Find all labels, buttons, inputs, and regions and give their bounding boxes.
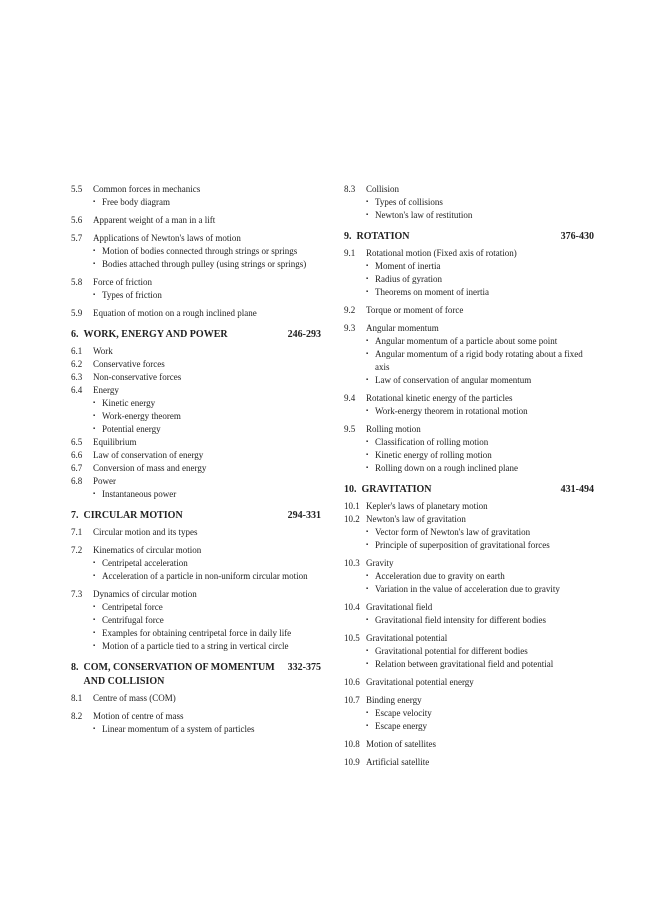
bullet-icon: ▪ [366, 439, 369, 445]
topic-number: 10.9 [344, 757, 360, 767]
subtopic-text: Work-energy theorem in rotational motion [375, 406, 528, 416]
subtopic-list [71, 196, 321, 209]
topic-number: 6.1 [71, 346, 83, 356]
topic-entry[interactable] [344, 513, 594, 526]
subtopic-text: Classification of rolling motion [375, 437, 489, 447]
bullet-icon: ▪ [93, 491, 96, 497]
subtopic-list [344, 260, 594, 299]
subtopic-text: Instantaneous power [102, 489, 177, 499]
bullet-icon: ▪ [366, 408, 369, 414]
topic-entry[interactable] [71, 436, 321, 449]
bullet-icon: ▪ [366, 465, 369, 471]
topic-title: Dynamics of circular motion [93, 589, 197, 599]
topic-title: Circular motion and its types [93, 527, 198, 537]
subtopic-item[interactable] [366, 658, 594, 671]
bullet-icon: ▪ [93, 292, 96, 298]
subtopic-item[interactable] [366, 449, 594, 462]
topic-number: 10.3 [344, 558, 360, 568]
subtopic-item[interactable] [366, 645, 594, 658]
topic-entry[interactable] [344, 247, 594, 260]
chapter-number: 9. [344, 231, 352, 242]
topic-number: 8.2 [71, 711, 83, 721]
topic-title: Artificial satellite [366, 757, 430, 767]
topic-title: Collision [366, 184, 400, 194]
subtopic-list [71, 723, 321, 736]
chapter-heading[interactable] [71, 509, 321, 523]
subtopic-item[interactable] [93, 289, 321, 302]
subtopic-text: Bodies attached through pulley (using strings or springs) [102, 259, 307, 269]
topic-title: Gravitational potential [366, 633, 448, 643]
subtopic-text: Relation between gravitational field and potential [375, 659, 554, 669]
chapter-pages: 332-375 [287, 662, 321, 673]
subtopic-list [344, 526, 594, 552]
topic-entry[interactable] [71, 449, 321, 462]
bullet-icon: ▪ [366, 377, 369, 383]
chapter-heading[interactable] [344, 483, 594, 497]
topic-entry[interactable] [71, 710, 321, 723]
topic-entry[interactable] [71, 276, 321, 289]
subtopic-text: Gravitational field intensity for different bodies [375, 615, 547, 625]
subtopic-text: Angular momentum of a particle about some point [375, 336, 558, 346]
topic-title: Power [93, 476, 116, 486]
subtopic-text: Newton's law of restitution [375, 210, 473, 220]
subtopic-text: Motion of bodies connected through strings or springs [102, 246, 298, 256]
topic-number: 6.7 [71, 463, 83, 473]
bullet-icon: ▪ [366, 529, 369, 535]
topic-number: 6.2 [71, 359, 83, 369]
bullet-icon: ▪ [366, 723, 369, 729]
subtopic-text: Potential energy [102, 424, 161, 434]
topic-number: 9.5 [344, 424, 356, 434]
subtopic-item[interactable] [366, 335, 594, 348]
bullet-icon: ▪ [366, 648, 369, 654]
subtopic-item[interactable] [93, 570, 321, 583]
topic-title: Rotational kinetic energy of the particles [366, 393, 513, 403]
topic-number: 6.6 [71, 450, 83, 460]
subtopic-text: Escape velocity [375, 708, 432, 718]
subtopic-list [71, 245, 321, 271]
topic-number: 7.1 [71, 527, 83, 537]
topic-title: Kinematics of circular motion [93, 545, 202, 555]
chapter-pages: 431-494 [560, 484, 594, 495]
topic-entry[interactable] [344, 738, 594, 751]
subtopic-item[interactable] [366, 405, 594, 418]
subtopic-text: Escape energy [375, 721, 428, 731]
topic-number: 6.8 [71, 476, 83, 486]
topic-number: 9.2 [344, 305, 356, 315]
topic-title: Conversion of mass and energy [93, 463, 207, 473]
subtopic-text: Linear momentum of a system of particles [102, 724, 255, 734]
subtopic-item[interactable] [93, 723, 321, 736]
topic-number: 6.5 [71, 437, 83, 447]
subtopic-item[interactable] [93, 614, 321, 627]
subtopic-text: Examples for obtaining centripetal force in daily life [102, 628, 292, 638]
topic-title: Binding energy [366, 695, 422, 705]
topic-entry[interactable] [344, 632, 594, 645]
topic-title: Apparent weight of a man in a lift [93, 215, 216, 225]
subtopic-item[interactable] [93, 258, 321, 271]
chapter-number: 7. [71, 510, 79, 521]
topic-number: 10.8 [344, 739, 360, 749]
topic-entry[interactable] [344, 183, 594, 196]
subtopic-item[interactable] [93, 627, 321, 640]
subtopic-item[interactable] [93, 601, 321, 614]
subtopic-item[interactable] [366, 273, 594, 286]
topic-number: 8.1 [71, 693, 83, 703]
topic-title: Angular momentum [366, 323, 439, 333]
topic-entry[interactable] [344, 756, 594, 769]
subtopic-text: Free body diagram [102, 197, 170, 207]
bullet-icon: ▪ [366, 710, 369, 716]
subtopic-item[interactable] [366, 720, 594, 733]
topic-number: 6.4 [71, 385, 83, 395]
subtopic-list [344, 570, 594, 596]
topic-entry[interactable] [344, 304, 594, 317]
subtopic-item[interactable] [366, 374, 594, 387]
subtopic-text: Vector form of Newton's law of gravitation [375, 527, 531, 537]
topic-entry[interactable] [71, 183, 321, 196]
subtopic-item[interactable] [366, 539, 594, 552]
subtopic-text: Motion of a particle tied to a string in vertical circle [102, 641, 289, 651]
topic-number: 5.6 [71, 215, 83, 225]
subtopic-text: Theorems on moment of inertia [375, 287, 489, 297]
bullet-icon: ▪ [93, 630, 96, 636]
topic-title: Equilibrium [93, 437, 137, 447]
subtopic-text: Radius of gyration [375, 274, 442, 284]
bullet-icon: ▪ [366, 338, 369, 344]
subtopic-text: Gravitational potential for different bodies [375, 646, 528, 656]
toc-left-column [71, 183, 321, 741]
topic-entry[interactable] [344, 676, 594, 689]
bullet-icon: ▪ [366, 452, 369, 458]
subtopic-item[interactable] [93, 196, 321, 209]
subtopic-text: Centripetal force [102, 602, 163, 612]
topic-entry[interactable] [71, 544, 321, 557]
topic-number: 7.3 [71, 589, 83, 599]
topic-entry[interactable] [344, 423, 594, 436]
chapter-number: 8. [71, 662, 79, 673]
chapter-title: WORK, ENERGY AND POWER [83, 329, 228, 340]
toc-right-column [344, 183, 594, 769]
subtopic-text: Acceleration of a particle in non-uniform circular motion [102, 571, 308, 581]
topic-number: 5.7 [71, 233, 83, 243]
bullet-icon: ▪ [366, 263, 369, 269]
subtopic-item[interactable] [366, 260, 594, 273]
topic-entry[interactable] [71, 588, 321, 601]
subtopic-text: Types of collisions [375, 197, 443, 207]
topic-entry[interactable] [71, 692, 321, 705]
chapter-title: ROTATION [356, 231, 410, 242]
bullet-icon: ▪ [93, 426, 96, 432]
subtopic-item[interactable] [93, 488, 321, 501]
topic-entry[interactable] [71, 232, 321, 245]
subtopic-list [344, 335, 594, 387]
subtopic-item[interactable] [93, 557, 321, 570]
topic-number: 8.3 [344, 184, 356, 194]
subtopic-list [344, 645, 594, 671]
topic-entry[interactable] [344, 557, 594, 570]
subtopic-text: Centripetal acceleration [102, 558, 188, 568]
topic-title: Newton's law of gravitation [366, 514, 466, 524]
topic-title: Law of conservation of energy [93, 450, 204, 460]
bullet-icon: ▪ [366, 289, 369, 295]
topic-entry[interactable] [71, 358, 321, 371]
topic-entry[interactable] [71, 526, 321, 539]
subtopic-list [71, 488, 321, 501]
chapter-heading[interactable] [71, 661, 321, 689]
subtopic-item[interactable] [366, 570, 594, 583]
bullet-icon: ▪ [93, 413, 96, 419]
topic-number: 5.8 [71, 277, 83, 287]
topic-title: Common forces in mechanics [93, 184, 201, 194]
subtopic-text: Work-energy theorem [102, 411, 181, 421]
subtopic-list [344, 405, 594, 418]
topic-number: 6.3 [71, 372, 83, 382]
bullet-icon: ▪ [366, 542, 369, 548]
subtopic-list [71, 557, 321, 583]
topic-entry[interactable] [71, 384, 321, 397]
chapter-heading[interactable] [71, 328, 321, 342]
topic-number: 10.7 [344, 695, 360, 705]
chapter-heading[interactable] [344, 230, 594, 244]
topic-entry[interactable] [71, 475, 321, 488]
topic-title: Kepler's laws of planetary motion [366, 501, 488, 511]
bullet-icon: ▪ [93, 261, 96, 267]
chapter-pages: 376-430 [560, 231, 594, 242]
subtopic-text: Moment of inertia [375, 261, 441, 271]
bullet-icon: ▪ [93, 248, 96, 254]
bullet-icon: ▪ [93, 643, 96, 649]
subtopic-item[interactable] [366, 436, 594, 449]
bullet-icon: ▪ [366, 617, 369, 623]
subtopic-text: Law of conservation of angular momentum [375, 375, 532, 385]
subtopic-item[interactable] [366, 462, 594, 475]
subtopic-item[interactable] [366, 196, 594, 209]
topic-title: Gravitational potential energy [366, 677, 474, 687]
subtopic-item[interactable] [93, 397, 321, 410]
bullet-icon: ▪ [93, 573, 96, 579]
subtopic-text: Kinetic energy of rolling motion [375, 450, 492, 460]
topic-entry[interactable] [71, 371, 321, 384]
topic-number: 10.1 [344, 501, 360, 511]
subtopic-text: Rolling down on a rough inclined plane [375, 463, 518, 473]
topic-entry[interactable] [71, 214, 321, 227]
bullet-icon: ▪ [366, 586, 369, 592]
subtopic-list [71, 397, 321, 436]
topic-title: Motion of centre of mass [93, 711, 184, 721]
subtopic-text: Variation in the value of acceleration due to gravity [375, 584, 560, 594]
subtopic-list [71, 601, 321, 653]
chapter-number: 6. [71, 329, 79, 340]
topic-entry[interactable] [344, 694, 594, 707]
topic-entry[interactable] [71, 345, 321, 358]
chapter-number: 10. [344, 484, 357, 495]
bullet-icon: ▪ [366, 212, 369, 218]
subtopic-item[interactable] [366, 286, 594, 299]
topic-title: Torque or moment of force [366, 305, 464, 315]
subtopic-text: Types of friction [102, 290, 162, 300]
topic-title: Centre of mass (COM) [93, 693, 176, 703]
topic-title: Energy [93, 385, 119, 395]
bullet-icon: ▪ [366, 276, 369, 282]
topic-title: Non-conservative forces [93, 372, 182, 382]
chapter-title: COM, CONSERVATION OF MOMENTUM AND COLLISION [83, 662, 275, 687]
topic-title: Rotational motion (Fixed axis of rotation) [366, 248, 517, 258]
topic-title: Conservative forces [93, 359, 165, 369]
topic-entry[interactable] [344, 322, 594, 335]
topic-title: Gravitational field [366, 602, 433, 612]
subtopic-item[interactable] [93, 423, 321, 436]
topic-title: Rolling motion [366, 424, 421, 434]
topic-entry[interactable] [344, 392, 594, 405]
topic-title: Force of friction [93, 277, 152, 287]
bullet-icon: ▪ [93, 560, 96, 566]
subtopic-list [344, 707, 594, 733]
topic-title: Applications of Newton's laws of motion [93, 233, 241, 243]
chapter-title: CIRCULAR MOTION [83, 510, 183, 521]
topic-number: 10.4 [344, 602, 360, 612]
topic-number: 10.6 [344, 677, 360, 687]
subtopic-item[interactable] [366, 614, 594, 627]
topic-title: Motion of satellites [366, 739, 436, 749]
topic-number: 5.9 [71, 308, 83, 318]
subtopic-item[interactable] [366, 348, 594, 374]
topic-title: Equation of motion on a rough inclined plane [93, 308, 257, 318]
subtopic-list [71, 289, 321, 302]
subtopic-item[interactable] [93, 410, 321, 423]
bullet-icon: ▪ [366, 351, 369, 357]
subtopic-text: Acceleration due to gravity on earth [375, 571, 505, 581]
topic-number: 10.5 [344, 633, 360, 643]
bullet-icon: ▪ [366, 661, 369, 667]
topic-number: 9.3 [344, 323, 356, 333]
subtopic-item[interactable] [366, 707, 594, 720]
topic-title: Work [93, 346, 113, 356]
subtopic-list [344, 196, 594, 222]
topic-entry[interactable] [344, 601, 594, 614]
bullet-icon: ▪ [93, 199, 96, 205]
topic-number: 10.2 [344, 514, 360, 524]
chapter-pages: 294-331 [287, 510, 321, 521]
subtopic-text: Kinetic energy [102, 398, 156, 408]
subtopic-text: Angular momentum of a rigid body rotating about a fixed axis [375, 349, 583, 372]
subtopic-text: Centrifugal force [102, 615, 164, 625]
subtopic-item[interactable] [366, 526, 594, 539]
chapter-title: GRAVITATION [361, 484, 432, 495]
topic-number: 9.4 [344, 393, 356, 403]
bullet-icon: ▪ [366, 573, 369, 579]
subtopic-text: Principle of superposition of gravitational forces [375, 540, 550, 550]
bullet-icon: ▪ [93, 617, 96, 623]
subtopic-list [344, 614, 594, 627]
bullet-icon: ▪ [366, 199, 369, 205]
subtopic-item[interactable] [366, 583, 594, 596]
topic-entry[interactable] [71, 307, 321, 320]
bullet-icon: ▪ [93, 400, 96, 406]
bullet-icon: ▪ [93, 726, 96, 732]
subtopic-item[interactable] [93, 640, 321, 653]
subtopic-list [344, 436, 594, 475]
subtopic-item[interactable] [93, 245, 321, 258]
topic-title: Gravity [366, 558, 394, 568]
subtopic-item[interactable] [366, 209, 594, 222]
topic-number: 9.1 [344, 248, 356, 258]
topic-entry[interactable] [71, 462, 321, 475]
topic-number: 5.5 [71, 184, 83, 194]
chapter-pages: 246-293 [287, 329, 321, 340]
topic-entry[interactable] [344, 500, 594, 513]
bullet-icon: ▪ [93, 604, 96, 610]
topic-number: 7.2 [71, 545, 83, 555]
